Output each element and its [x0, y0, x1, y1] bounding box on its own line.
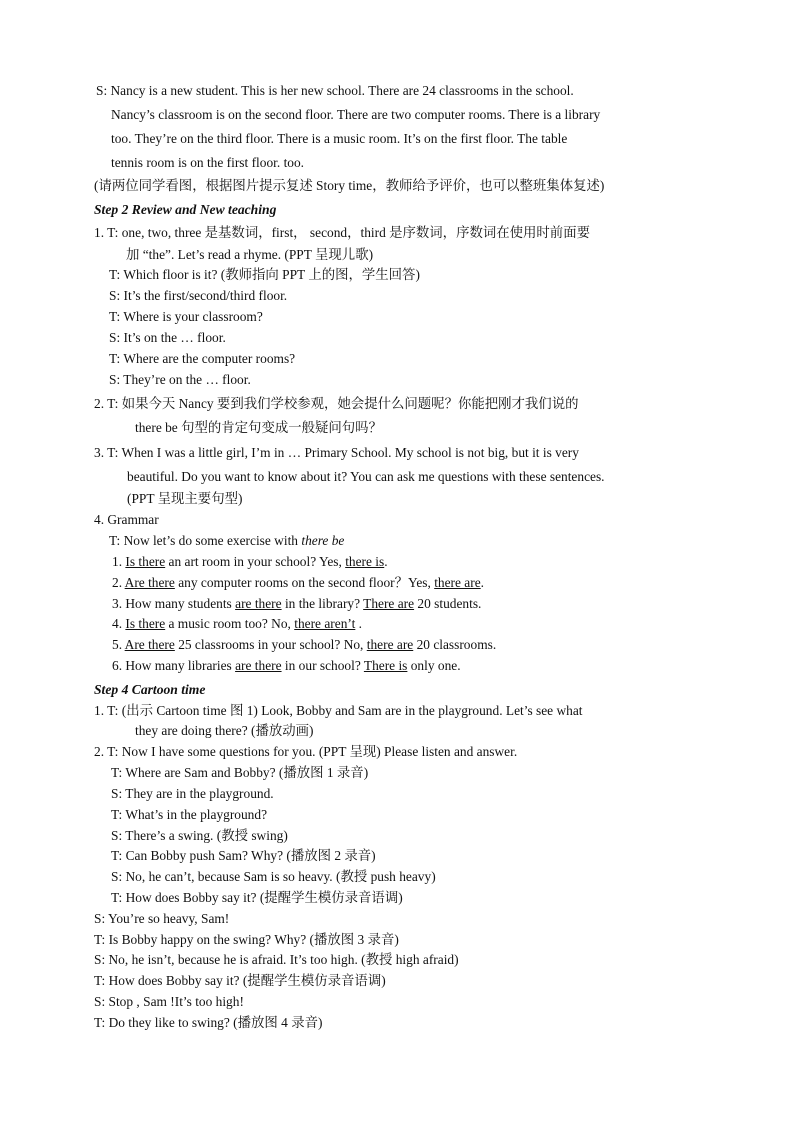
step2-item2-line1: 2. T: 如果今天 Nancy 要到我们学校参观，她会提什么问题呢？你能把刚才我们说的 [94, 396, 579, 411]
step2-item1-line2: 加 “the”. Let’s read a rhyme. (PPT 呈现儿歌) [126, 247, 374, 262]
intro-note: (请两位同学看图，根据图片提示复述 Story time，教师给予评价，也可以整班集体复述) [94, 178, 605, 193]
step4-dialog-2: S: They are in the playground. [111, 786, 274, 801]
step4-item2-line1: 2. T: Now I have some questions for you. (PPT 呈现) Please listen and answer. [94, 744, 518, 759]
step4-item1-line1: 1. T: (出示 Cartoon time 图 1) Look, Bobby and Sam are in the playground. Let’s see what [94, 703, 583, 718]
grammar-intro: T: Now let’s do some exercise with there be [109, 533, 345, 548]
grammar-question-3: 3. How many students are there in the library? There are 20 students. [112, 596, 482, 611]
step4-line-6: T: Do they like to swing? (播放图 4 录音) [94, 1015, 323, 1030]
grammar-title: 4. Grammar [94, 512, 159, 527]
step2-dialog-3: T: Where is your classroom? [109, 309, 263, 324]
grammar-question-5: 5. Are there 25 classrooms in your school? No, there are 20 classrooms. [112, 637, 497, 652]
intro-line-4: tennis room is on the first floor. too. [111, 155, 305, 170]
step4-line-2: T: Is Bobby happy on the swing? Why? (播放图 3 录音) [94, 932, 399, 947]
step4-line-4: T: How does Bobby say it? (提醒学生模仿录音语调) [94, 973, 386, 988]
step4-dialog-3: T: What’s in the playground? [111, 807, 268, 822]
step2-dialog-1: T: Which floor is it? (教师指向 PPT 上的图，学生回答) [109, 267, 420, 282]
step4-line-3: S: No, he isn’t, because he is afraid. It’s too high. (教授 high afraid) [94, 952, 459, 967]
step4-dialog-4: S: There’s a swing. (教授 swing) [111, 828, 288, 843]
step2-item3-line3: (PPT 呈现主要句型) [127, 491, 243, 506]
intro-line-3: too. They’re on the third floor. There is a music room. It’s on the first floor. The table [111, 131, 568, 146]
step2-dialog-6: S: They’re on the … floor. [109, 372, 251, 387]
grammar-question-4: 4. Is there a music room too? No, there aren’t . [112, 616, 363, 631]
step4-dialog-6: S: No, he can’t, because Sam is so heavy. (教授 push heavy) [111, 869, 436, 884]
step4-dialog-5: T: Can Bobby push Sam? Why? (播放图 2 录音) [111, 848, 376, 863]
step4-heading: Step 4 Cartoon time [94, 682, 206, 697]
grammar-question-6: 6. How many libraries are there in our school? There is only one. [112, 658, 461, 673]
intro-line-2: Nancy’s classroom is on the second floor. There are two computer rooms. There is a library [111, 107, 601, 122]
step2-item1-line1: 1. T: one, two, three 是基数词，first， second，third 是序数词，序数词在使用时前面要 [94, 225, 590, 240]
step2-dialog-5: T: Where are the computer rooms? [109, 351, 296, 366]
intro-line-1: S: Nancy is a new student. This is her new school. There are 24 classrooms in the school. [96, 83, 574, 98]
step4-line-5: S: Stop , Sam !It’s too high! [94, 994, 244, 1009]
step2-dialog-4: S: It’s on the … floor. [109, 330, 226, 345]
step2-item2-line2: there be 句型的肯定句变成一般疑问句吗？ [135, 420, 382, 435]
step2-item3-line1: 3. T: When I was a little girl, I’m in … Primary School. My school is not big, but it is very [94, 445, 579, 460]
step4-dialog-7: T: How does Bobby say it? (提醒学生模仿录音语调) [111, 890, 403, 905]
step4-dialog-1: T: Where are Sam and Bobby? (播放图 1 录音) [111, 765, 369, 780]
grammar-question-2: 2. Are there any computer rooms on the second floor？Yes, there are. [112, 575, 485, 590]
step2-heading: Step 2 Review and New teaching [94, 202, 277, 217]
step4-item1-line2: they are doing there? (播放动画) [135, 723, 314, 738]
step2-dialog-2: S: It’s the first/second/third floor. [109, 288, 288, 303]
grammar-question-1: 1. Is there an art room in your school? Yes, there is. [112, 554, 388, 569]
step4-line-1: S: You’re so heavy, Sam! [94, 911, 230, 926]
step2-item3-line2: beautiful. Do you want to know about it? You can ask me questions with these sentences. [127, 469, 605, 484]
